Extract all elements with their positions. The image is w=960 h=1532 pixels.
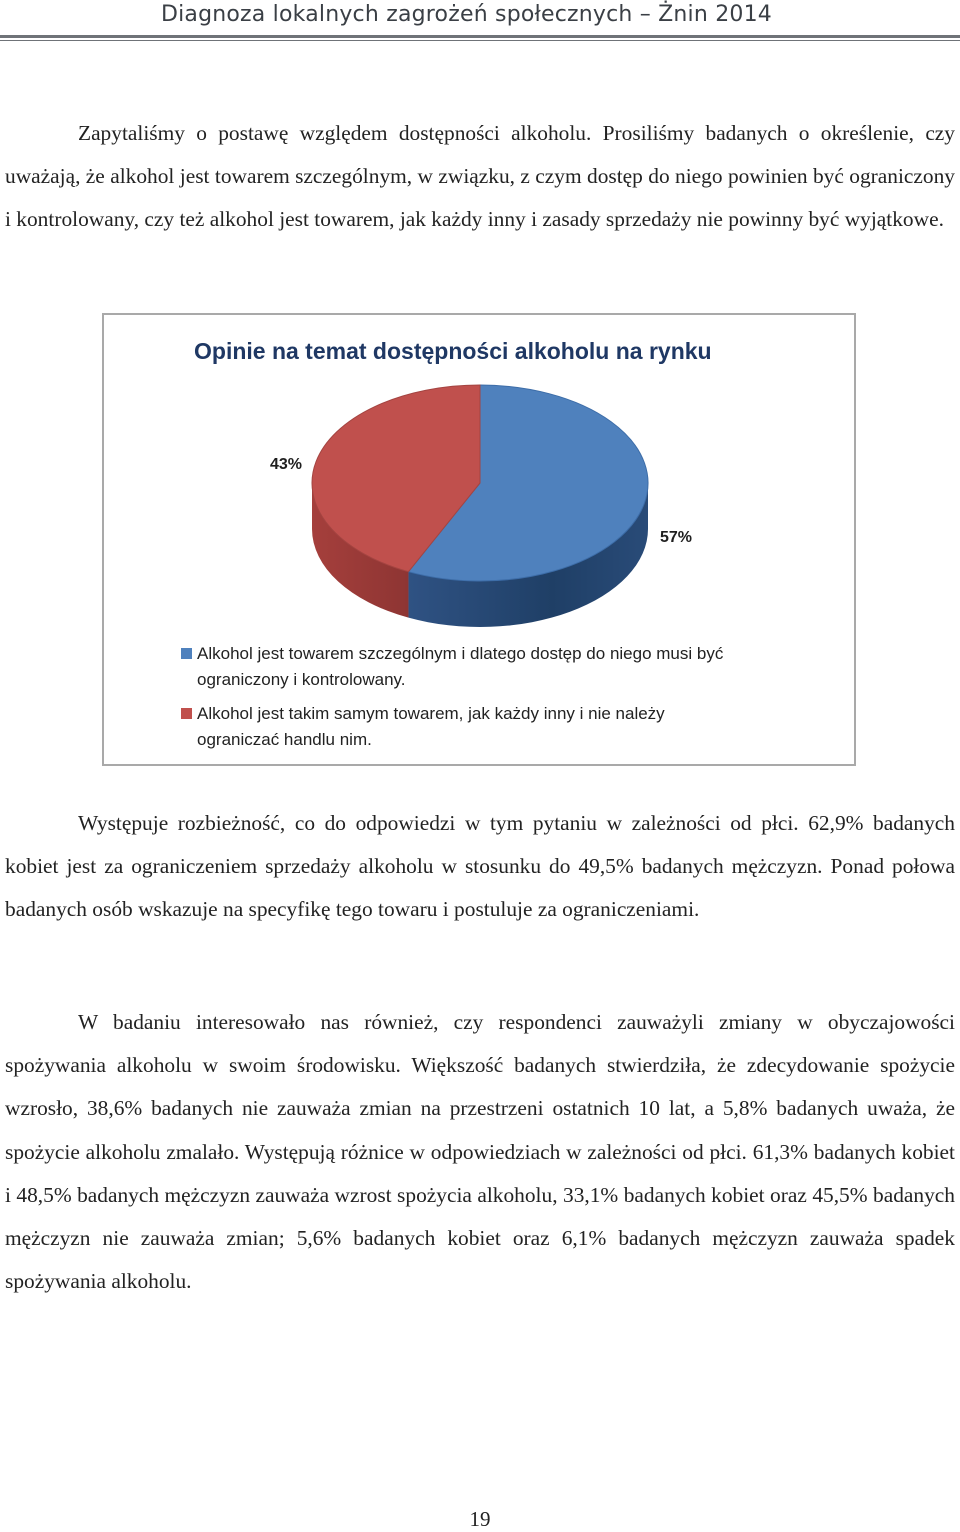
paragraph-text: Zapytaliśmy o postawę względem dostępności alkoholu. Prosiliśmy badanych o określenie, czy uważają, że alkohol jest towarem szczególnym, w związku, z czym dostęp do niego powinien być ograniczony i kontrolowany, czy też alkohol jest towarem, jak każdy inny i zasady sprzedaży nie powinny być wyjątkowe. [5,121,955,232]
legend [181,644,724,749]
legend-entry-2-line-1: Alkohol jest takim samym towarem, jak każdy inny i nie należy [197,704,665,723]
pie-chart-svg [104,315,854,764]
page-number: 19 [469,1507,491,1531]
paragraph-text: Występuje rozbieżność, co do odpowiedzi w tym pytaniu w zależności od płci. 62,9% badanych kobiet jest za ograniczeniem sprzedaży alkoholu w stosunku do 49,5% badanych mężczyzn. Ponad połowa badanych osób wskazuje na specyfikę tego towaru i postuluje za ograniczeniami. [5,811,955,922]
legend-entry-1-line-2: ograniczony i kontrolowany. [197,670,406,689]
header-rule [0,35,960,38]
header-title: Diagnoza lokalnych zagrożeń społecznych – Żnin 2014 [160,2,772,27]
pie-chart [102,313,856,766]
paragraph-availability-question [5,112,955,242]
legend-swatch-blue [181,648,192,659]
legend-entry-1-line-1: Alkohol jest towarem szczególnym i dlatego dostęp do niego musi być [197,644,724,663]
paragraph-gender-difference [5,802,955,932]
header-rule-thin [0,40,960,41]
chart-title: Opinie na temat dostępności alkoholu na rynku [194,338,712,364]
legend-entry-2-line-2: ograniczać handlu nim. [197,730,372,749]
legend-swatch-red [181,708,192,719]
data-label-57: 57% [660,529,693,546]
page-header [0,0,960,44]
pie-slices [312,385,648,627]
paragraph-consumption-change [5,1001,955,1303]
paragraph-text: W badaniu interesowało nas również, czy respondenci zauważyli zmiany w obyczajowości spożywania alkoholu w swoim środowisku. Większość badanych stwierdziła, że zdecydowanie spożycie wzrosło, 38,6% badanych nie zauważa zmian na przestrzeni ostatnich 10 lat, a 5,8% badanych uważa, że spożycie alkoholu zmalało. Występują różnice w odpowiedziach w zależności od płci. 61,3% badanych kobiet i 48,5% badanych mężczyzn zauważa wzrost spożycia alkoholu, 33,1% badanych kobiet oraz 45,5% badanych mężczyzn nie zauważa zmian; 5,6% badanych kobiet oraz 6,1% badanych mężczyzn zauważa spadek spożywania alkoholu. [5,1010,955,1294]
data-label-43: 43% [270,456,303,473]
